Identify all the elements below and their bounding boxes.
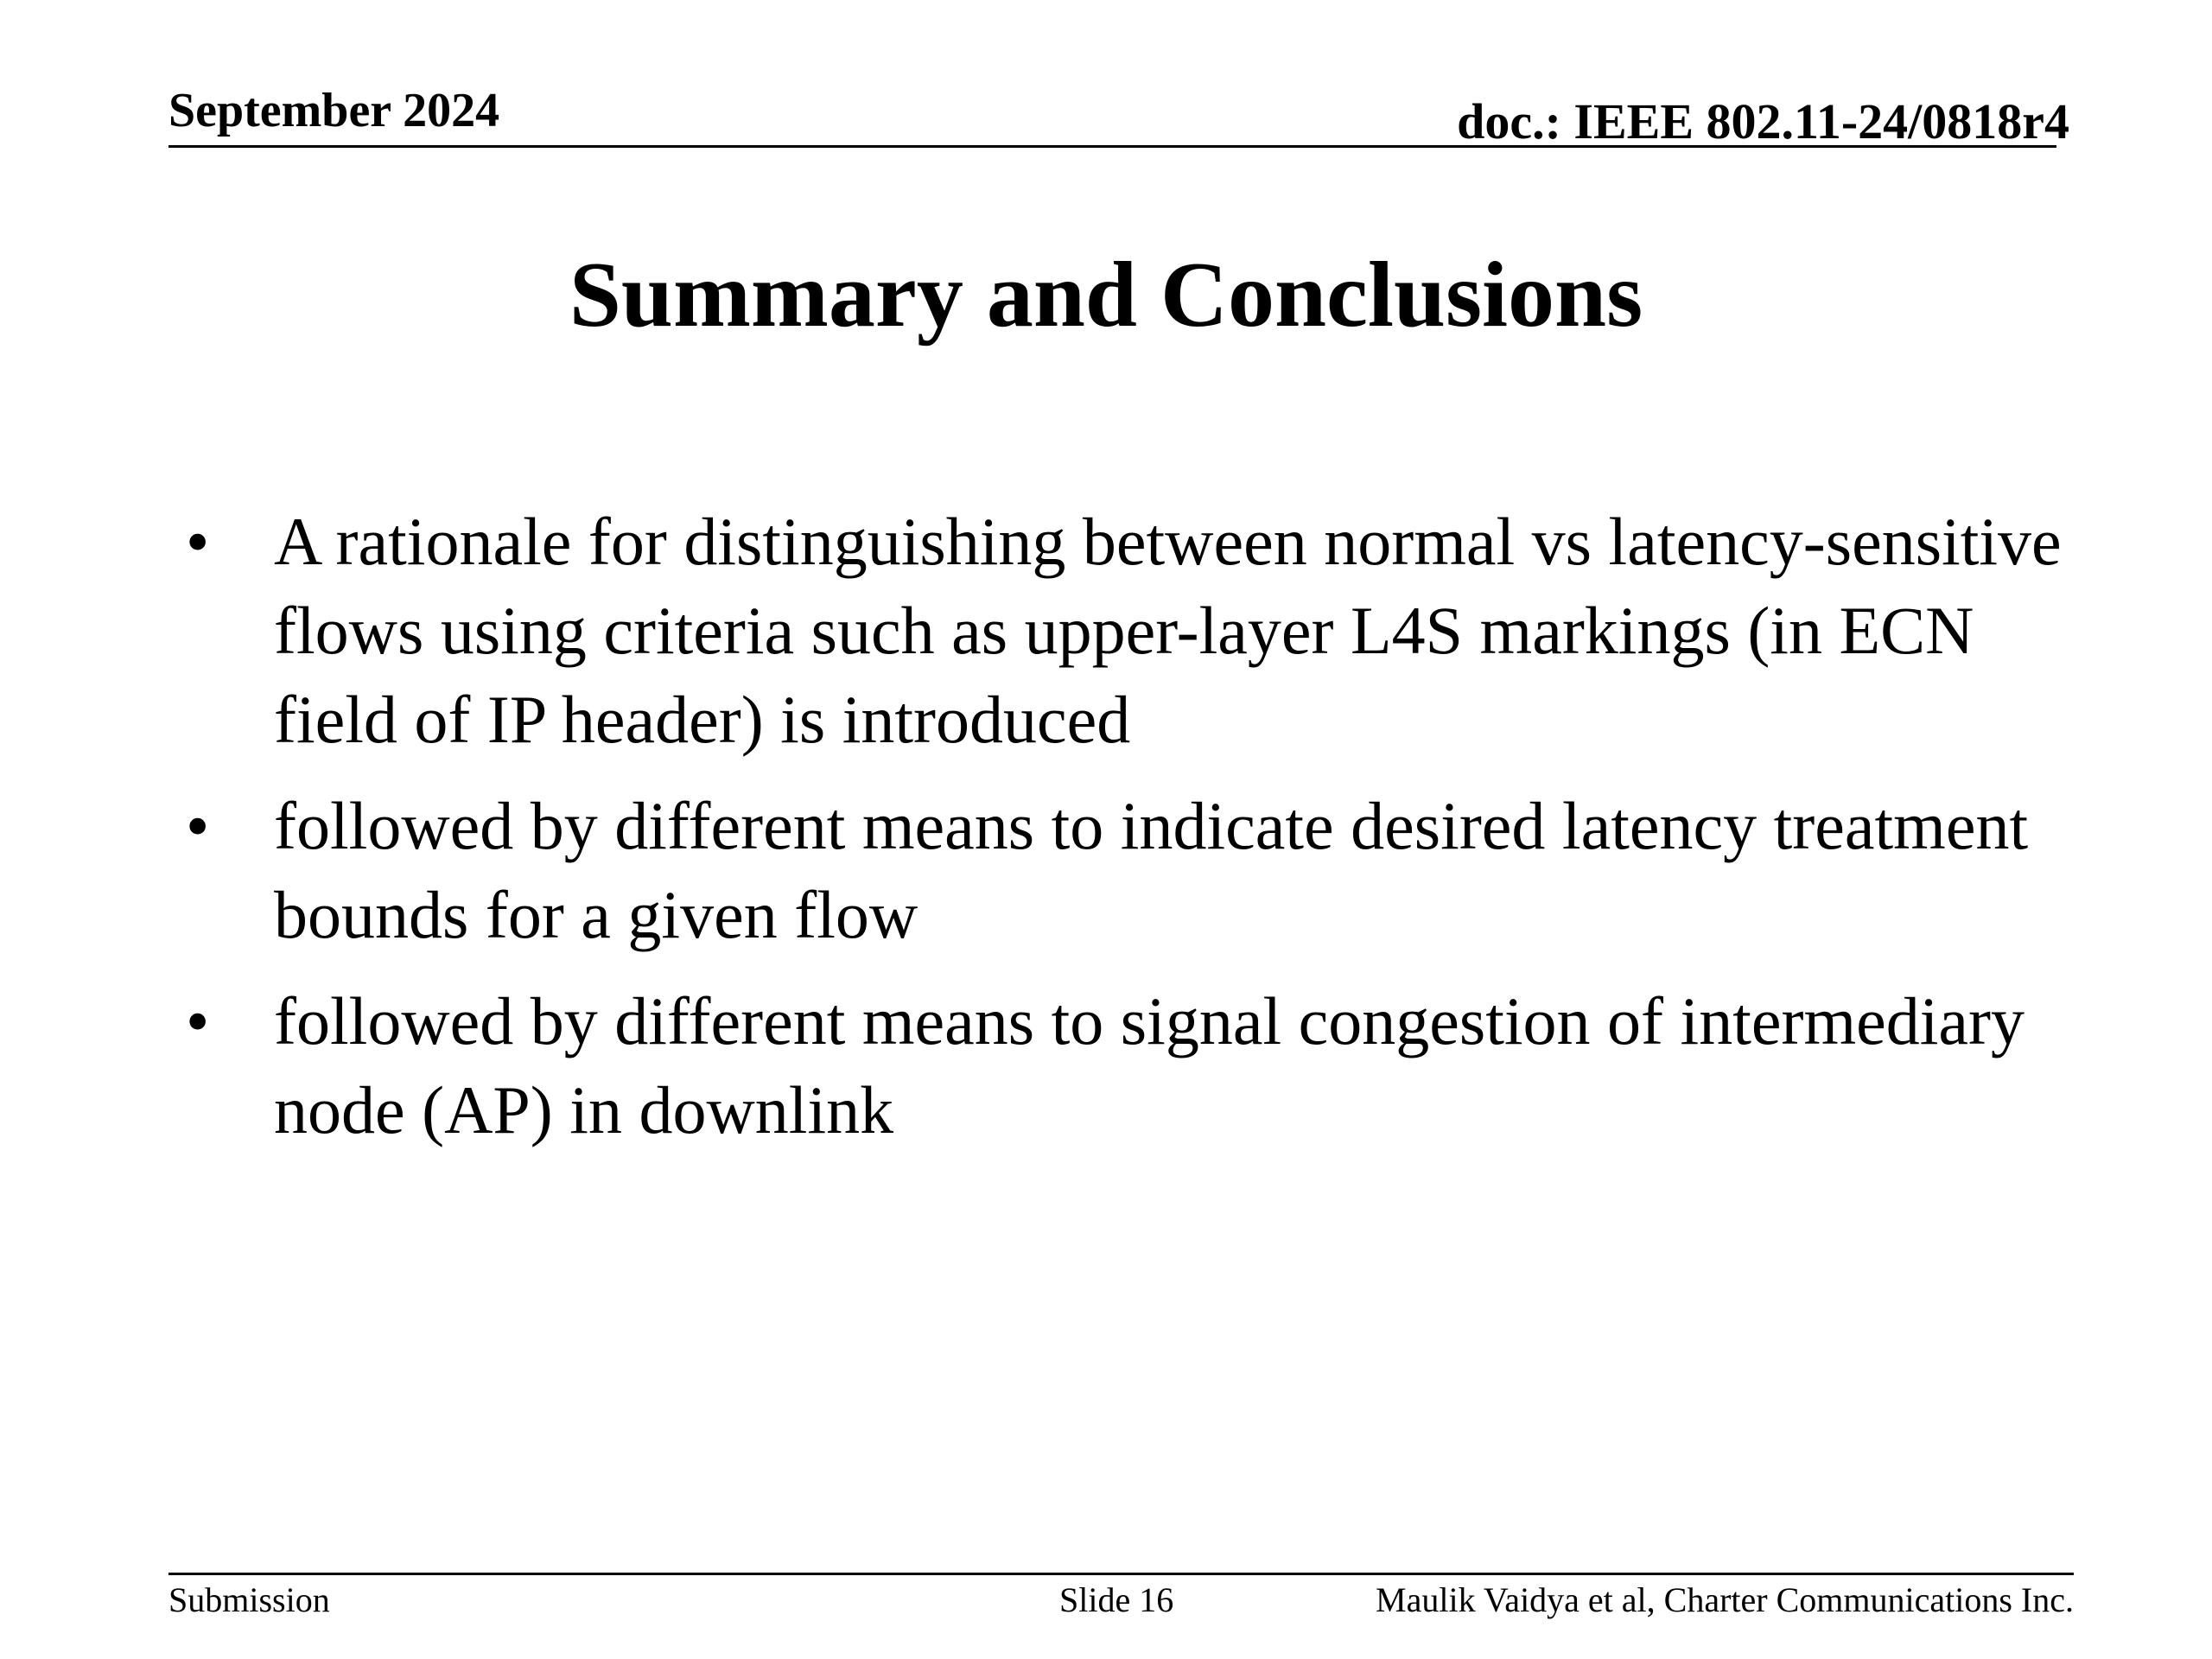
header-divider [168, 145, 2056, 148]
bullet-text: A rationale for distinguishing between normal vs latency-sensitive flows using criteria such as upper-layer L4S markings (in ECN field of IP header) is introduced [274, 504, 2062, 757]
bullet-item [186, 497, 2069, 764]
bullet-marker: • [186, 983, 210, 1058]
footer-submission: Submission [168, 1580, 330, 1619]
footer-slide-number: Slide 16 [1059, 1580, 1174, 1619]
bullet-marker: • [186, 504, 210, 579]
slide-title: Summary and Conclusions [569, 244, 1643, 346]
header-date: September 2024 [168, 84, 500, 137]
footer-divider [168, 1573, 2074, 1575]
header-doc-id: doc.: IEEE 802.11-24/0818r4 [1457, 93, 2069, 149]
footer-authors: Maulik Vaidya et al, Charter Communications Inc. [1376, 1580, 2074, 1619]
bullet-item [186, 976, 2069, 1154]
bullet-list [186, 497, 2069, 1172]
bullet-text: followed by different means to signal congestion of intermediary node (AP) in downlink [274, 983, 2025, 1147]
bullet-item [186, 781, 2069, 959]
bullet-marker: • [186, 788, 210, 863]
bullet-text: followed by different means to indicate desired latency treatment bounds for a given flow [274, 788, 2029, 952]
